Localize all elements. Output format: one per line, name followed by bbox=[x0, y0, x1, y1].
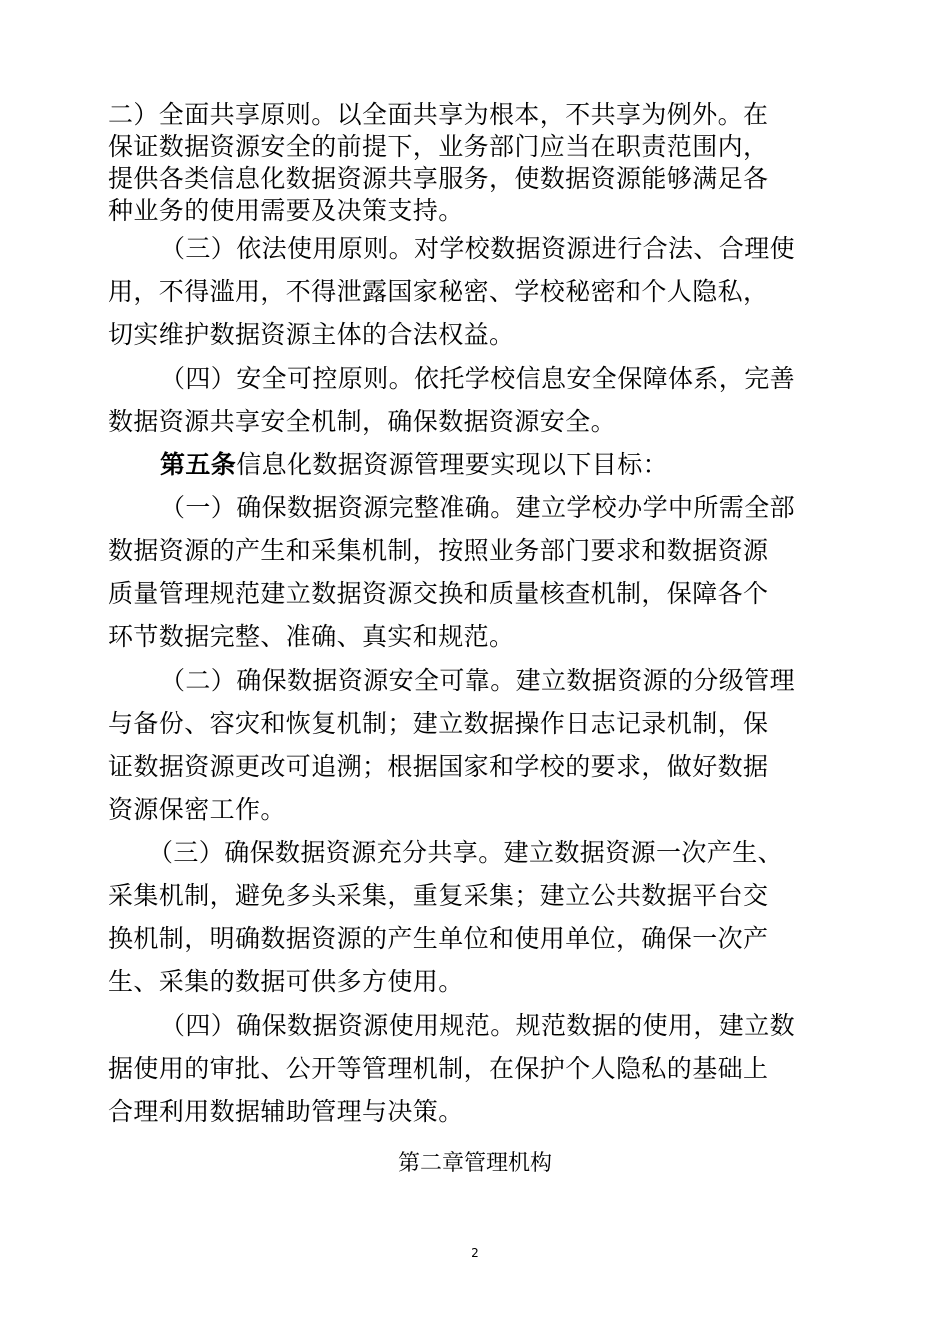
body-text-line: （四）安全可控原则。依托学校信息安全保障体系，完善 bbox=[160, 364, 796, 393]
body-text-line: 提供各类信息化数据资源共享服务，使数据资源能够满足各 bbox=[108, 164, 769, 193]
body-text-line: （三）确保数据资源充分共享。建立数据资源一次产生、 bbox=[148, 838, 784, 867]
body-text-line: （三）依法使用原则。对学校数据资源进行合法、合理使 bbox=[160, 234, 796, 263]
body-text-line: （四）确保数据资源使用规范。规范数据的使用，建立数 bbox=[160, 1011, 796, 1040]
body-text-line: 与备份、容灾和恢复机制；建立数据操作日志记录机制，保 bbox=[108, 709, 769, 738]
body-text-line: 环节数据完整、准确、真实和规范。 bbox=[108, 622, 515, 651]
body-text-line: （二）确保数据资源安全可靠。建立数据资源的分级管理 bbox=[160, 666, 796, 695]
chapter-heading: 第二章管理机构 bbox=[397, 1151, 552, 1176]
body-text-line: 合理利用数据辅助管理与决策。 bbox=[108, 1097, 464, 1126]
body-text-line: 切实维护数据资源主体的合法权益。 bbox=[108, 320, 515, 349]
body-text-line: 采集机制，避免多头采集，重复采集；建立公共数据平台交 bbox=[108, 881, 769, 910]
body-text-line: 质量管理规范建立数据资源交换和质量核查机制，保障各个 bbox=[108, 579, 769, 608]
body-text-line: 证数据资源更改可追溯；根据国家和学校的要求，做好数据 bbox=[108, 752, 769, 781]
page-number: 2 bbox=[471, 1246, 479, 1260]
body-text-line: 数据资源的产生和采集机制，按照业务部门要求和数据资源 bbox=[108, 536, 769, 565]
body-text-line: 二）全面共享原则。以全面共享为根本，不共享为例外。在 bbox=[108, 100, 769, 129]
body-text-line: 数据资源共享安全机制，确保数据资源安全。 bbox=[108, 407, 617, 436]
body-text-line: 资源保密工作。 bbox=[108, 795, 286, 824]
body-text-line: （一）确保数据资源完整准确。建立学校办学中所需全部 bbox=[160, 493, 796, 522]
body-text-line: 种业务的使用需要及决策支持。 bbox=[108, 196, 464, 225]
body-text-line: 保证数据资源安全的前提下，业务部门应当在职责范围内， bbox=[108, 132, 769, 161]
body-text-line: 用，不得滥用，不得泄露国家秘密、学校秘密和个人隐私， bbox=[108, 277, 769, 306]
body-text-line: 生、采集的数据可供多方使用。 bbox=[108, 967, 464, 996]
article-number: 第五条 bbox=[160, 450, 237, 479]
article-text: 信息化数据资源管理要实现以下目标： bbox=[236, 450, 669, 479]
body-text-line: 据使用的审批、公开等管理机制，在保护个人隐私的基础上 bbox=[108, 1054, 769, 1083]
article-line bbox=[160, 450, 668, 480]
body-text-line: 换机制，明确数据资源的产生单位和使用单位，确保一次产 bbox=[108, 924, 769, 953]
